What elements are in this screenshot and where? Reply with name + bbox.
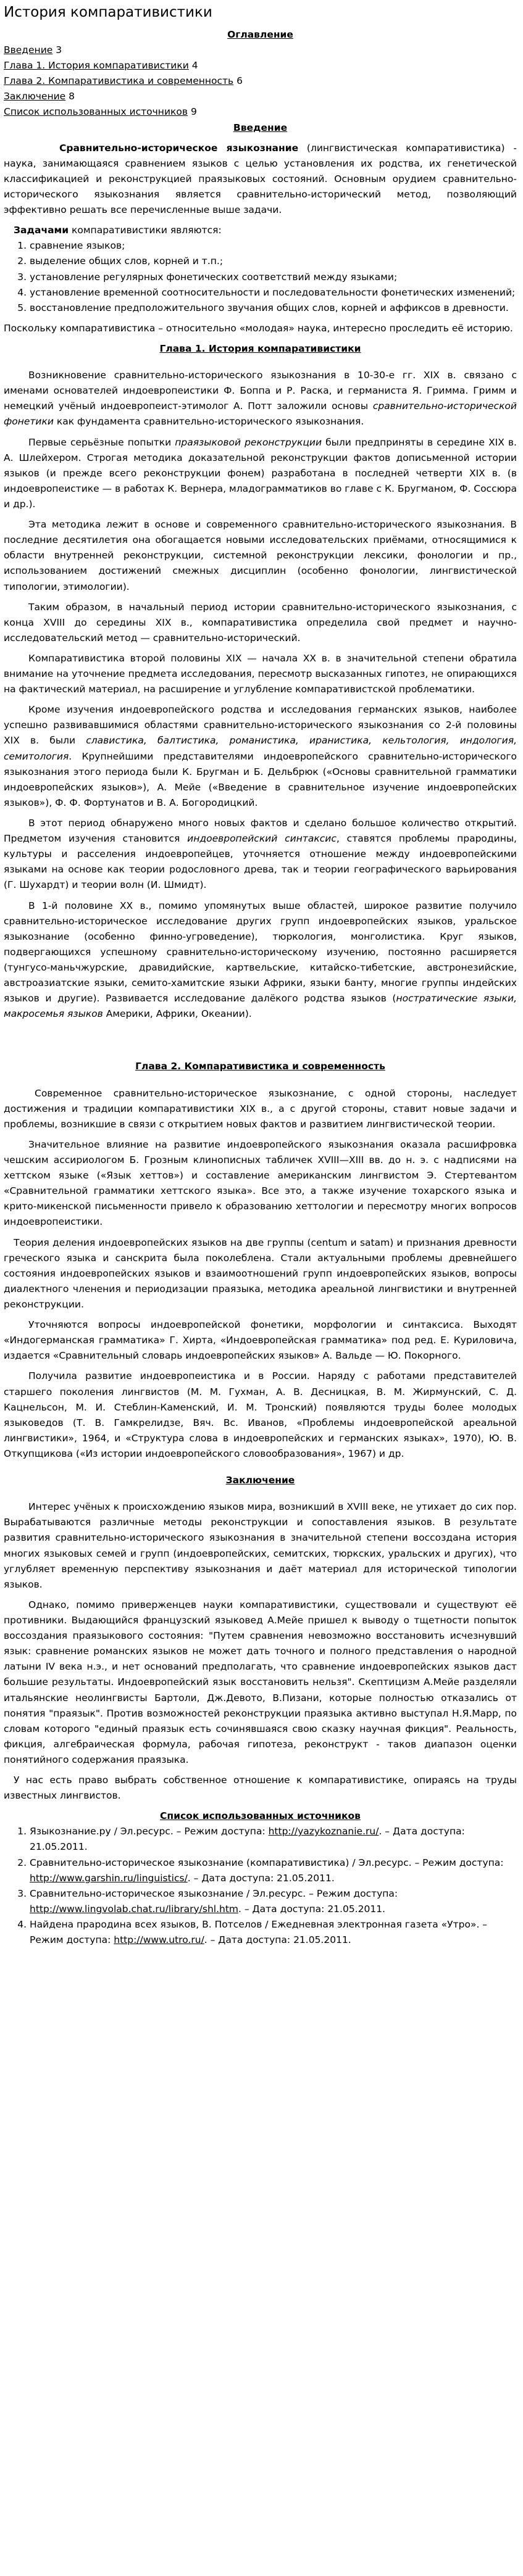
list-item bbox=[30, 1886, 517, 1917]
emphasis: сравнительно-исторической фонетики bbox=[4, 400, 517, 428]
intro-text: (лингвистическая компаративистика) - наука, занимающаяся сравнением языков с целью установления их родства, их генетической классификацией и реконструкцией праязыковых состояний. Основным орудием сравнительно-исторического языкознания является сравнительно-исторический метод, позволяющий эффективно решать все перечисленные выше задачи. bbox=[4, 142, 517, 216]
sources-heading: Список использованных источников bbox=[160, 1810, 361, 1822]
table-of-contents bbox=[4, 43, 517, 120]
toc-link-conclusion[interactable]: Заключение bbox=[4, 91, 66, 102]
chapter-1-paragraph: Эта методика лежит в основе и современного сравнительно-исторического языкознания. В последние десятилетия она обогащается новыми исследовательских приёмами, относящимися к области внутренней реконструкции, системной реконструкции лексики, фонологии и пр., использованием достижений смежных дисциплин (особенно фонологии, лингвистической типологии, этимологии). bbox=[4, 519, 517, 592]
source-link[interactable]: http://www.utro.ru/ bbox=[114, 1934, 204, 1946]
text: Америки, Африки, Океании). bbox=[103, 1008, 252, 1020]
tasks-list bbox=[4, 238, 517, 316]
conclusion-heading: Заключение bbox=[225, 1475, 295, 1486]
text: были предприняты в середине XIX в. А. Шлейхером. Строгая методика доказательной реконструкции фактов дописьменной истории языков (и прежде всего реконструкции фонем) разработана в последней четверти XIX в. (в индоевропеистике — в работах К. Вернера, младограмматиков во главе с К. Бругманом, Ф. Соссюра и др.). bbox=[4, 436, 517, 510]
source-text: Сравнительно-историческое языкознание / Эл.ресурс. – Режим доступа: bbox=[30, 1887, 398, 1899]
source-text: . – Дата доступа: 21.05.2011. bbox=[238, 1903, 385, 1915]
emphasis: ностратические языки, макросемья языков bbox=[4, 993, 517, 1020]
emphasis: индоевропейский синтаксис bbox=[187, 833, 337, 845]
source-link[interactable]: http://www.lingvolab.chat.ru/library/shl.htm bbox=[30, 1903, 239, 1915]
text: Кроме изучения индоевропейского родства и исследования германских языков, наиболее успешно развивавшимися областями сравнительно-исторического языкознания со 2-й половины XIX в. были bbox=[4, 704, 517, 747]
chapter-1-paragraph bbox=[4, 898, 517, 1022]
source-text: Сравнительно-историческое языкознание (компаративистика) / Эл.ресурс. – Режим доступа: bbox=[30, 1857, 504, 1868]
source-text: . – Дата доступа: 21.05.2011. bbox=[30, 1826, 465, 1853]
chapter-1-paragraph bbox=[4, 702, 517, 811]
toc-item bbox=[4, 104, 517, 120]
intro-closing-paragraph: Поскольку компаративистика – относительно «молодая» наука, интересно проследить её историю. bbox=[4, 322, 513, 334]
chapter-1-paragraph: Таким образом, в начальный период истории сравнительно-исторического языкознания, с конца XVIII до середины XIX в., компаративистика определила свой предмет и научно-исследовательский метод — сравнительно-исторический. bbox=[4, 601, 517, 644]
toc-page-number: 4 bbox=[191, 60, 198, 72]
text: В 1-й половине XX в., помимо упомянутых выше областей, широкое развитие получило сравнительно-историческое исследование других групп индоевропейских языков, уральское языкознание (особенно финно-угроведение), тюркология, монголистика. Круг языков, подвергающихся успешному сравнительно-историческому изучению, постоянно расширяется (тунгусо-маньчжурские, дравидийские, картвельские, китайско-тибетские, австронезийские, австроазиатские языки, семито-хамитские языки Африки, языки банту, многие группы индейских языков и другие). Развивается исследование далёкого родства языков ( bbox=[4, 900, 517, 1004]
source-link[interactable]: http://yazykoznanie.ru/ bbox=[268, 1826, 379, 1837]
toc-page-number: 8 bbox=[69, 91, 75, 102]
intro-term: Сравнительно-историческое языкознание bbox=[59, 142, 299, 154]
chapter-1-paragraph: Компаративистика второй половины XIX — начала XX в. в значительной степени обратила внимание на уточнение предмета исследования, пересмотр высказанных гипотез, не опирающихся на фактический материал, на расширение и углубление компаративистской проблематики. bbox=[4, 652, 517, 695]
chapter-1-heading: Глава 1. История компаративистики bbox=[159, 342, 361, 354]
toc-link-sources[interactable]: Список использованных источников bbox=[4, 106, 188, 118]
text: Первые серьёзные попытки bbox=[28, 436, 175, 448]
chapter-2-paragraph: Теория деления индоевропейских языков на две группы (centum и satam) и признания древности греческого языка и санскрита была поколеблена. Стали актуальными проблемы древнейшего состояния индоевропейских языков и взаимоотношений групп индоевропейских языков, вопросы диалектного членения и периодизации праязыка, методика ареальной лингвистики и внутренней реконструкции. bbox=[4, 1236, 517, 1310]
emphasis: праязыковой реконструкции bbox=[175, 436, 322, 448]
chapter-2-paragraph: Получила развитие индоевропеистика и в России. Наряду с работами представителей старшего поколения лингвистов (М. М. Гухман, А. В. Десницкая, В. М. Жирмунский, С. Д. Кацнельсон, М. И. Стеблин-Каменский, И. М. Тронский) появляются труды более молодых языковедов (Т. В. Гамкрелидзе, Вяч. Вс. Иванов, «Проблемы индоевропейской ареальной лингвистики», 1964, и «Структура слова в индоевропейских и германских языках», 1970), Ю. В. Откупщикова («Из истории индоевропейского словообразования», 1967) и др. bbox=[4, 1370, 517, 1459]
toc-item bbox=[4, 43, 517, 58]
tasks-term: Задачами bbox=[14, 225, 69, 236]
document-title: История компаративистики bbox=[4, 4, 212, 20]
conclusion-paragraph: У нас есть право выбрать собственное отношение к компаративистике, опираясь на труды известных лингвистов. bbox=[4, 1775, 517, 1802]
tasks-intro bbox=[4, 223, 517, 238]
list-item bbox=[30, 1917, 517, 1948]
chapter-2-heading: Глава 2. Компаративистика и современность bbox=[135, 1061, 385, 1072]
list-item: 1. сравнение языков; bbox=[30, 238, 517, 254]
conclusion-paragraph: Интерес учёных к происхождению языков мира, возникший в XVIII веке, не утихает до сих пор. Вырабатываются различные методы реконструкции и сопоставления языков. В результате развития сравнительно-исторического языкознания в значительной степени воссоздана история многих языковых семей и групп (индоевропейских, семитских, тюркских, уральских и других), что углубляет временную перспективу языкознания и даёт материал для исторической типологии языков. bbox=[4, 1501, 517, 1590]
toc-item bbox=[4, 73, 517, 89]
source-text: Языкознание.ру / Эл.ресурс. – Режим доступа: bbox=[30, 1826, 269, 1837]
list-item bbox=[30, 1855, 517, 1886]
toc-item bbox=[4, 58, 517, 73]
toc-page-number: 9 bbox=[190, 106, 197, 118]
source-text: . – Дата доступа: 21.05.2011. bbox=[204, 1934, 351, 1946]
sources-list bbox=[4, 1824, 517, 1948]
chapter-2-paragraph: Значительное влияние на развитие индоевропейского языкознания оказала расшифровка чешским ассириологом Б. Грозным клинописных табличек XVIII—XIII вв. до н. э. с надписями на хеттском языке («Язык хеттов») и составление американским лингвистом Э. Стертевантом «Сравнительной грамматики хеттского языка». Все это, а также изучение тохарского языка и крито-микенской письменности привело к образованию хеттологии и пересмотру многих вопросов индоевропеистики. bbox=[4, 1138, 517, 1228]
text: Возникновение сравнительно-исторического языкознания в 10-30-е гг. XIX в. связано с именами основателей индоевропеистики Ф. Боппа и Р. Раска, и германиста Я. Гримма. Гримм и немецкий учёный индоевропеист-этимолог А. Потт заложили основы bbox=[4, 370, 517, 412]
list-item: 3. установление регулярных фонетических соответствий между языками; bbox=[30, 270, 517, 285]
source-link[interactable]: http://www.garshin.ru/linguistics/ bbox=[30, 1872, 188, 1884]
chapter-2-paragraph: Уточняются вопросы индоевропейской фонетики, морфологии и синтаксиса. Выходят «Индогерманская грамматика» Г. Хирта, «Индоевропейская грамматика» под ред. Е. Куриловича, издается «Сравнительный словарь индоевропейских языков» А. Вальде — Ю. Покорного. bbox=[4, 1319, 517, 1362]
list-item: 4. установление временной соотносительности и последовательности фонетических изменений; bbox=[30, 285, 517, 300]
source-text: . – Дата доступа: 21.05.2011. bbox=[187, 1872, 335, 1884]
toc-heading: Оглавление bbox=[227, 28, 293, 40]
toc-link-chapter-1[interactable]: Глава 1. История компаративистики bbox=[4, 60, 189, 72]
intro-heading: Введение bbox=[233, 122, 288, 133]
toc-page-number: 3 bbox=[56, 44, 62, 56]
tasks-text: компаративистики являются: bbox=[69, 225, 222, 236]
intro-paragraph bbox=[4, 141, 517, 218]
toc-link-introduction[interactable]: Введение bbox=[4, 44, 53, 56]
text: как фундамента сравнительно-исторического языкознания. bbox=[53, 416, 364, 428]
list-item bbox=[30, 1824, 517, 1855]
emphasis: славистика, балтистика, романистика, иранистика, кельтология, индология, семитология bbox=[4, 735, 517, 762]
toc-link-chapter-2[interactable]: Глава 2. Компаративистика и современность bbox=[4, 75, 234, 87]
chapter-1-paragraph bbox=[4, 368, 517, 429]
text: . Крупнейшими представителями индоевропейского сравнительно-исторического языкознания этого периода были К. Бругман и Б. Дельбрюк («Основы сравнительной грамматики индоевропейских языков»), А. Мейе («Введение в сравнительное изучение индоевропейских языков»), Ф. Ф. Фортунатов и В. А. Богородицкий. bbox=[4, 750, 517, 808]
text: , ставятся проблемы прародины, культуры и расселения индоевропейцев, уточняется отношение между индоевропейскими языками на основе как теории родословного древа, так и теории географического варьирования (Г. Шухардт) и теории волн (И. Шмидт). bbox=[4, 833, 517, 891]
toc-page-number: 6 bbox=[236, 75, 243, 87]
list-item: 5. восстановление предположительного звучания общих слов, корней и аффиксов в древности. bbox=[30, 300, 517, 316]
source-text: Найдена прародина всех языков, В. Потселов / Ежедневная электронная газета «Утро». – Режим доступа: bbox=[30, 1919, 488, 1946]
chapter-1-paragraph bbox=[4, 816, 517, 893]
text: В этот период обнаружено много новых фактов и сделано большое количество открытий. Предметом изучения становится bbox=[4, 818, 517, 845]
list-item: 2. выделение общих слов, корней и т.п.; bbox=[30, 254, 517, 269]
conclusion-paragraph: Однако, помимо приверженцев науки компаративистики, существовали и существуют её противники. Выдающийся французский языковед А.Мейе пришел к выводу о тщетности попыток воссоздания праязыкового состояния: "Путем сравнения невозможно восстановить исчезнувший язык: сравнение романских языков не может дать точного и полного представления о народной латыни IV века н.э., и нет оснований предполагать, что сравнение индоевропейских языков даст большие результаты. Индоевропейский язык восстановить нельзя". Скептицизм А.Мейе разделяли итальянские неолингвисты Бартоли, Дж.Девото, В.Пизани, которые полностью отказались от понятия "праязык". Против возможностей реконструкции праязыка активно выступал Н.Я.Марр, по словам которого "единый праязык есть сочинявшаяся свою сказку научная фикция". Реальность, фикция, алгебраическая формула, рабочая гипотеза, реконструкт - таков диапазон оценки понятийного содержания праязыка. bbox=[4, 1599, 517, 1765]
chapter-2-paragraph: Современное сравнительно-историческое языкознание, с одной стороны, наследует достижения и традиции компаративистики XIX в., а с другой стороны, ставит новые задачи и проблемы, возникшие в связи с открытием новых фактов и развитием лингвистической теории. bbox=[4, 1087, 517, 1130]
toc-item bbox=[4, 89, 517, 104]
chapter-1-paragraph bbox=[4, 435, 517, 513]
